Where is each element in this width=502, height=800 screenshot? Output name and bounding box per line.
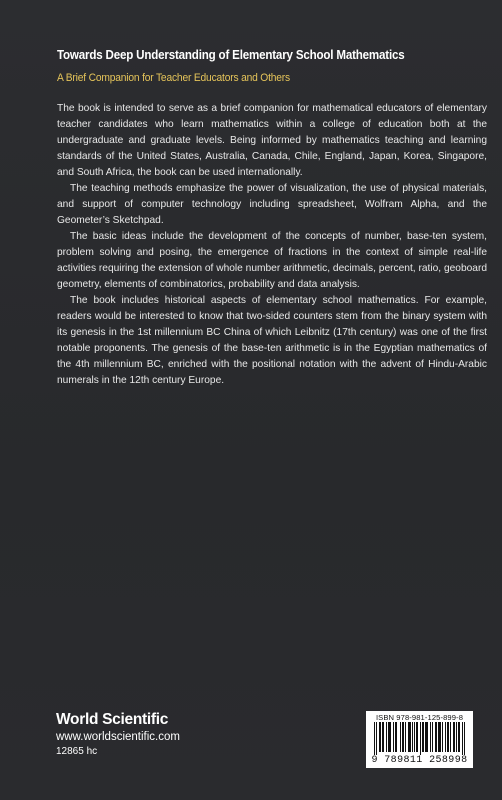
- blurb-paragraph: The book includes historical aspects of elementary school mathematics. For example, readers would be interested to know that two-sided counters stem from the binary system with its genesis in the 1st millennium BC China of which Leibnitz (17th century) was one of the first notable proponents. The genesis of the base-ten arithmetic is in the Egyptian mathematics of the 4th millennium BC, enriched with the positional notation with the advent of Hindu-Arabic numerals in the 12th century Europe.: [57, 295, 487, 386]
- publisher-code: 12865 hc: [56, 746, 98, 757]
- barcode-bars-icon: [374, 722, 465, 755]
- barcode-bar: [395, 722, 396, 752]
- barcode-bar: [379, 722, 380, 752]
- barcode-bar: [435, 722, 436, 752]
- barcode-bar: [423, 722, 424, 752]
- barcode-bar: [376, 722, 377, 755]
- isbn-digits: 9 789811 258998: [371, 755, 468, 766]
- barcode-bar: [410, 722, 411, 752]
- barcode-bar: [459, 722, 460, 752]
- barcode-bar: [417, 722, 418, 752]
- barcode-bar: [409, 722, 410, 752]
- barcode-bar: [430, 722, 431, 752]
- blurb: [57, 101, 487, 389]
- barcode-bar: [464, 722, 465, 755]
- book-title: Towards Deep Understanding of Elementary School Mathematics: [57, 48, 405, 62]
- barcode-bar: [389, 722, 390, 752]
- barcode-bar: [383, 722, 384, 752]
- blurb-paragraph: The basic ideas include the development of the concepts of number, base-ten system, problem solving and posing, the emergence of fractions in the context of simple real-life activities requiring the extension of whole number arithmetic, decimals, percent, ratio, geoboard geometry, elements of combinatorics, probability and data analysis.: [57, 231, 487, 290]
- barcode-bar: [408, 722, 409, 752]
- isbn-barcode: [366, 711, 473, 768]
- book-subtitle: A Brief Companion for Teacher Educators and Others: [57, 72, 291, 84]
- barcode-bar: [380, 722, 381, 752]
- barcode-bar: [448, 722, 449, 752]
- barcode-bar: [386, 722, 387, 752]
- barcode-bar: [382, 722, 383, 752]
- barcode-bar: [425, 722, 426, 752]
- barcode-bar: [447, 722, 448, 752]
- barcode-bar: [420, 722, 421, 755]
- barcode-bar: [414, 722, 415, 752]
- barcode-bar: [426, 722, 427, 752]
- publisher-name: World Scientific: [56, 711, 169, 728]
- barcode-bar: [442, 722, 443, 752]
- barcode-bar: [427, 722, 428, 752]
- barcode-bar: [439, 722, 440, 752]
- barcode-bar: [454, 722, 455, 752]
- barcode-bar: [422, 722, 423, 752]
- publisher-website: www.worldscientific.com: [56, 731, 180, 743]
- barcode-bar: [400, 722, 401, 752]
- barcode-bar: [462, 722, 463, 755]
- barcode-bar: [416, 722, 417, 752]
- barcode-bar: [374, 722, 375, 755]
- barcode-bar: [458, 722, 459, 752]
- barcode-bar: [393, 722, 394, 752]
- barcode-bar: [440, 722, 441, 752]
- publisher-block: [56, 711, 180, 758]
- barcode-bar: [412, 722, 413, 752]
- barcode-bar: [456, 722, 457, 752]
- barcode-bar: [396, 722, 397, 752]
- isbn-label: ISBN 978-981-125-899-8: [375, 713, 464, 722]
- barcode-bar: [388, 722, 389, 752]
- barcode-bar: [436, 722, 437, 752]
- barcode-bar: [453, 722, 454, 752]
- barcode-bar: [450, 722, 451, 752]
- barcode-bar: [402, 722, 403, 752]
- blurb-paragraph: The book is intended to serve as a brief companion for mathematical educators of elementary teacher candidates who learn mathematics within a college of education both at the undergraduate and graduate levels. Being informed by mathematics teaching and learning standards of the United States, Australia, Canada, Chile, England, Japan, Korea, Singapore, and South Africa, the book can be used internationally.: [57, 103, 487, 178]
- barcode-bar: [445, 722, 446, 752]
- blurb-paragraph: The teaching methods emphasize the power of visualization, the use of physical materials, and support of computer technology including spreadsheet, Wolfram Alpha, and the Geometer’s Sketchpad.: [57, 183, 487, 226]
- barcode-bar: [432, 722, 433, 752]
- barcode-bar: [405, 722, 406, 752]
- barcode-bar: [390, 722, 391, 752]
- barcode-bar: [438, 722, 439, 752]
- barcode-bar: [403, 722, 404, 752]
